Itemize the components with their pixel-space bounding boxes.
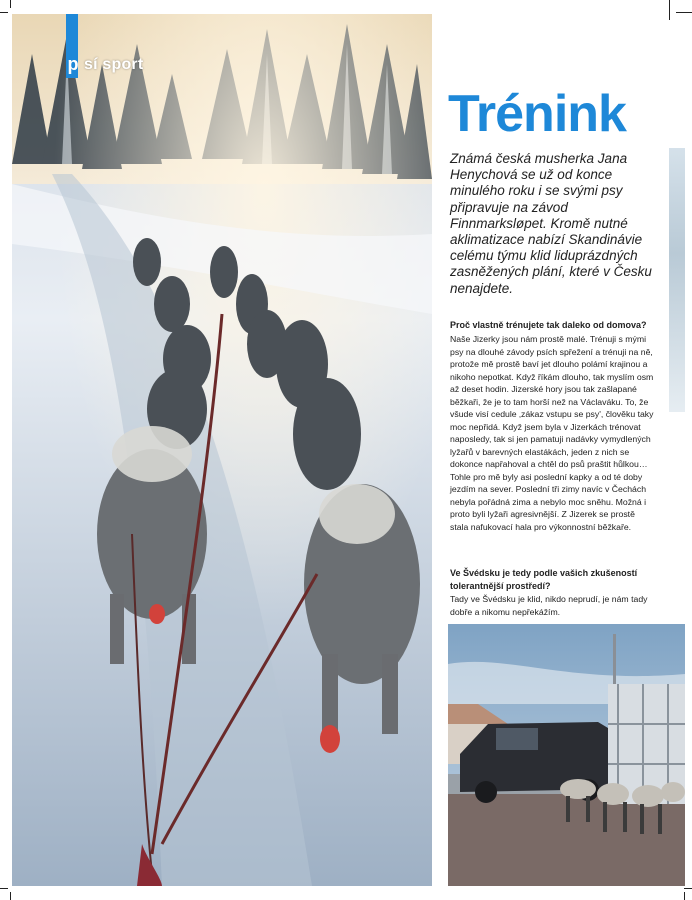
section-label: sí sport <box>84 56 144 73</box>
interview-question: Ve Švédsku je tedy podle vašich zkušeností tolerantnější prostředí? <box>450 568 638 591</box>
crop-mark <box>10 892 11 900</box>
crop-mark <box>684 892 685 900</box>
crop-mark <box>0 888 8 889</box>
interview-question: Proč vlastně trénujete tak daleko od domova? <box>450 320 647 330</box>
crop-mark <box>684 888 692 889</box>
crop-mark <box>669 0 670 20</box>
adjacent-page-photo <box>669 148 685 412</box>
article-title: Trénink <box>448 85 626 143</box>
dogs-by-van-photo <box>448 624 685 886</box>
section-icon-letter: p <box>67 54 79 74</box>
interview-answer: Tady ve Švédsku je klid, nikdo neprudí, je nám tady dobře a nikomu nepřekážím. <box>450 594 648 617</box>
interview-answer: Naše Jizerky jsou nám prostě malé. Trénuji s mými psy na dlouhé závody psích spřežení a trénuji na ně, protože mě prostě baví jet dlouho polámí krajinou a nikoho nepotkat. Když říkám dlouho, tak myslím osm až deset hodin. Jizerské hory jsou tak zašlapané běžkaři, že je to tam horší než na Václaváku. To, že všude visí cedule ‚zákaz vstupu se psy', člověku taky moc nepřidá. Když jsem byla v Jizerkách trénovat naposledy, tak si jen pamatuji nadávky vymydlených lyžařů v barevných elastákách, jeden z nich se dokonce napřahoval a chtěl do psů praštit hůlkou… Tohle pro mě byly asi poslední kapky a od té doby jezdím na sever. Poslední tři zimy navíc v Čechách nebyla pořádná zima a nebylo moc sněhu. Možná i proto byli lyžaři agresivnější. Z Jizerek se prostě stala nafukovací hala pro výkonnostní běžkaře. <box>450 334 654 532</box>
article-lead: Známá česká musherka Jana Henychová se už od konce minulého roku i se svými psy připravuje na závod Finnmarksløpet. Kromě nutné aklimatizace nabízí Skandinávie celému týmu klid liduprázdných zasněžených plání, které v Česku nenajdete. <box>450 151 652 296</box>
crop-mark <box>10 0 11 8</box>
crop-mark <box>676 12 692 13</box>
crop-mark <box>0 12 8 13</box>
sled-dogs-photo <box>12 14 432 886</box>
